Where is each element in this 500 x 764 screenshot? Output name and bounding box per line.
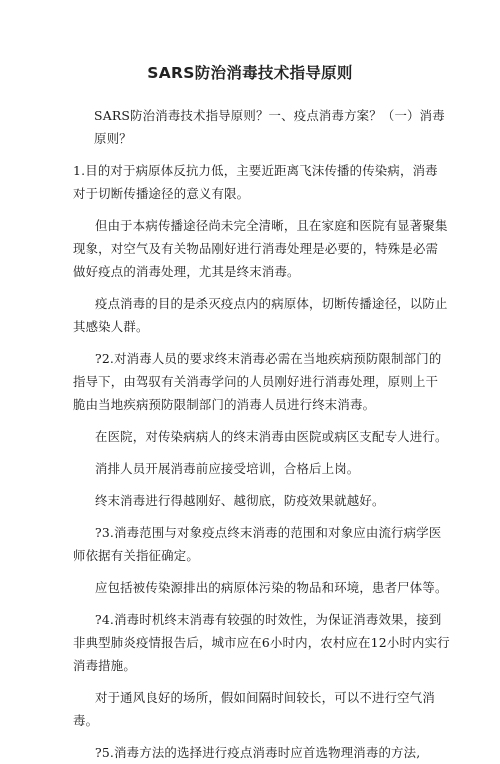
paragraph-disinfection-goal: 疫点消毒的目的是杀灭疫点内的病原体，切断传播途径，以防止其感染人群。 <box>73 296 448 334</box>
paragraph-personnel-requirements: ?2.对消毒人员的要求终末消毒必需在当地疾病预防限制部门的指导下，由驾驭有关消毒学问的人员刚好进行消毒处理，原则上干脆由当地疾病预防限制部门的消毒人员进行终末消毒。 <box>73 351 442 412</box>
paragraph-scope: ?3.消毒范围与对象疫点终末消毒的范围和对象应由流行病学医师依据有关指征确定。 <box>73 525 442 563</box>
paragraph-hospital: 在医院，对传染病病人的终末消毒由医院或病区支配专人进行。 <box>95 429 448 444</box>
document-title: SARS防治消毒技术指导原则 <box>147 64 353 82</box>
paragraph-objects: 应包括被传染源排出的病原体污染的物品和环境，患者尸体等。 <box>95 580 448 595</box>
paragraph-method: ?5.消毒方法的选择进行疫点消毒时应首选物理消毒的方法, <box>95 745 421 760</box>
paragraph-timing: ?4.消毒时机终末消毒有较强的时效性，为保证消毒效果，接到非典型肺炎疫情报告后，城市应在6小时内，农村应在12小时内实行消毒措施。 <box>73 612 450 673</box>
paragraph-effect: 终末消毒进行得越刚好、越彻底，防疫效果就越好。 <box>95 493 385 508</box>
paragraph-purpose: 1.目的对于病原体反抗力低，主要近距离飞沫传播的传染病，消毒对于切断传播途径的意义有限。 <box>73 163 438 201</box>
paragraph-transmission: 但由于本病传播途径尚未完全清晰，且在家庭和医院有显著聚集现象，对空气及有关物品刚好进行消毒处理是必要的，特殊是必需做好疫点的消毒处理，尤其是终末消毒。 <box>73 218 448 279</box>
paragraph-training: 消排人员开展消毒前应接受培训，合格后上岗。 <box>95 461 360 476</box>
paragraph-ventilation: 对于通风良好的场所，假如间隔时间较长，可以不进行空气消毒。 <box>73 690 435 728</box>
paragraph-heading: SARS防治消毒技术指导原则？一、疫点消毒方案？（一）消毒原则？ <box>94 108 445 146</box>
